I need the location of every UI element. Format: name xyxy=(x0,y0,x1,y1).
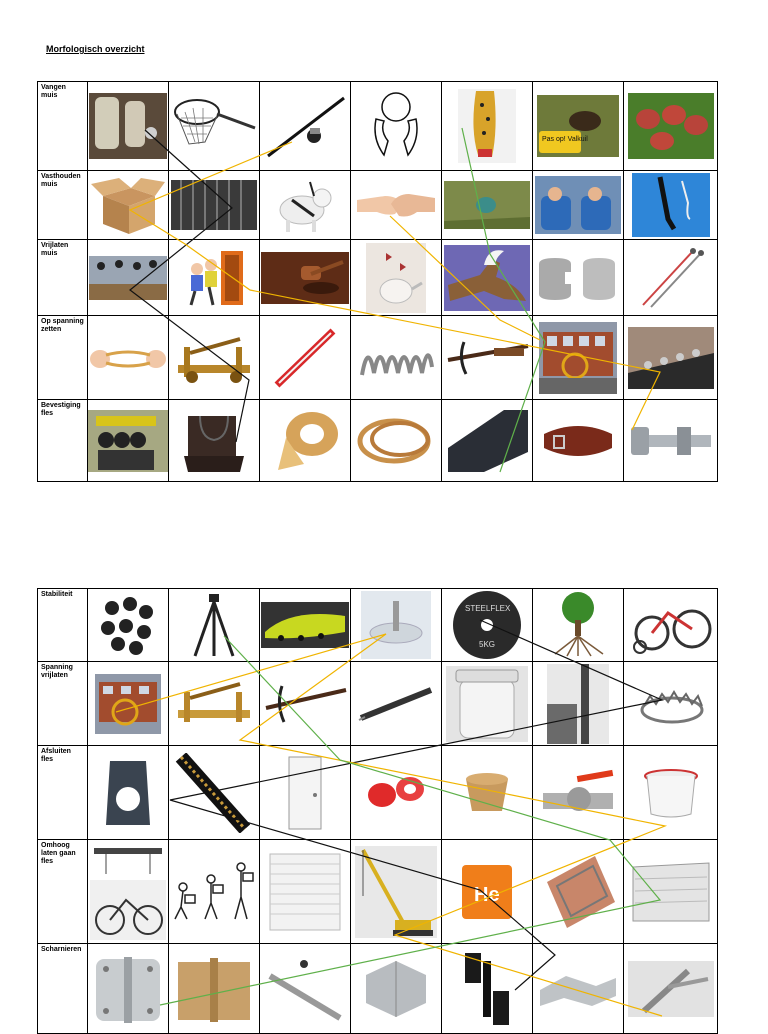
morphological-table-2 xyxy=(37,588,718,1034)
row-label: Scharnieren xyxy=(38,944,88,1034)
row-label: Vangen muis xyxy=(38,82,88,171)
double-sided-tape-icon xyxy=(260,400,351,482)
tree-roots-icon xyxy=(533,589,624,662)
white-door-icon xyxy=(260,746,351,840)
rubber-feet-icon xyxy=(88,589,169,662)
garage-door-icon xyxy=(624,840,718,944)
hinge-pin-icon xyxy=(260,944,351,1034)
svg-text:5KG: 5KG xyxy=(479,640,496,649)
crane-icon xyxy=(351,840,442,944)
svg-text:Pas op! Valkuil: Pas op! Valkuil xyxy=(542,136,588,143)
crossbow-icon xyxy=(260,662,351,746)
table-row xyxy=(38,589,718,662)
table-row xyxy=(38,400,718,482)
table-row xyxy=(38,840,718,944)
guitar-tuning-pegs-photo xyxy=(624,316,718,400)
rubber-band-stretched-photo xyxy=(88,316,169,400)
bottle-holder-photo xyxy=(169,400,260,482)
cabinet-hinge-icon xyxy=(533,944,624,1034)
svg-text:He: He xyxy=(474,883,500,906)
row-label: Omhoog laten gaan fles xyxy=(38,840,88,944)
row-label: Stabiliteit xyxy=(38,589,88,662)
window-blind-icon xyxy=(260,840,351,944)
row-label: Vasthouden muis xyxy=(38,171,88,240)
fishing-net-icon xyxy=(169,82,260,171)
venus-flytrap-photo xyxy=(624,82,718,171)
metal-cage-photo xyxy=(169,171,260,240)
retractable-pen-icon xyxy=(260,316,351,400)
leather-belt-icon xyxy=(533,400,624,482)
building-tension-photo xyxy=(533,316,624,400)
bmx-start-gate-photo xyxy=(88,240,169,316)
table-row xyxy=(38,316,718,400)
bear-trap-icon xyxy=(624,662,718,746)
table-row xyxy=(38,662,718,746)
pit-fall-trap-photo xyxy=(533,82,624,171)
elastic-cord-photo xyxy=(624,240,718,316)
brass-hinge-icon xyxy=(169,944,260,1034)
fairground-ride-photo xyxy=(533,171,624,240)
plastic-bottle-trap-photo xyxy=(88,82,169,171)
people-lifting-boxes-drawing xyxy=(169,840,260,944)
svg-text:STEELFLEX: STEELFLEX xyxy=(465,604,511,613)
handshake-photo xyxy=(351,171,442,240)
catapult-model-photo xyxy=(169,662,260,746)
sticky-fly-paper-photo xyxy=(442,82,533,171)
row-label: Bevestiging fles xyxy=(38,400,88,482)
pipe-coupling-icon xyxy=(533,240,624,316)
teapot-animation-photo xyxy=(351,240,442,316)
door-hinge-icon xyxy=(88,944,169,1034)
bike-ceiling-hoist-photo xyxy=(88,840,169,944)
coil-spring-icon xyxy=(351,316,442,400)
table-row xyxy=(38,944,718,1034)
bottle-cap-bracket-photo xyxy=(88,746,169,840)
velcro-strip-photo xyxy=(442,400,533,482)
table-row xyxy=(38,746,718,840)
dog-harness-photo xyxy=(260,171,351,240)
mouse-trap-icon xyxy=(533,840,624,944)
hand-releasing-bird-drawing xyxy=(442,240,533,316)
table-row xyxy=(38,171,718,240)
glass-jar-clip-photo xyxy=(442,662,533,746)
row-label: Vrijlaten muis xyxy=(38,240,88,316)
building-tension-photo xyxy=(88,662,169,746)
row-label: Afsluiten fles xyxy=(38,746,88,840)
catapult-model-photo xyxy=(169,316,260,400)
bolt-and-nut-icon xyxy=(624,400,718,482)
page-title: Morfologisch overzicht xyxy=(46,44,145,54)
bungee-harness-photo xyxy=(624,171,718,240)
tripod-icon xyxy=(169,589,260,662)
suction-cup-icon xyxy=(351,589,442,662)
table-row xyxy=(38,240,718,316)
table-row xyxy=(38,82,718,171)
crossbow-icon xyxy=(442,316,533,400)
lid-stay-hinge-icon xyxy=(624,944,718,1034)
cardboard-box-icon xyxy=(88,171,169,240)
glass-door-hinge-icon xyxy=(351,944,442,1034)
weight-plate-icon xyxy=(442,589,533,662)
row-label: Op spanning zetten xyxy=(38,316,88,400)
black-hinge-icon xyxy=(442,944,533,1034)
morphological-table-1 xyxy=(37,81,718,482)
fishing-rod-icon xyxy=(260,82,351,171)
ball-valve-icon xyxy=(533,746,624,840)
hands-holding-ball-drawing xyxy=(351,82,442,171)
door-closer-photo xyxy=(533,662,624,746)
open-door-cartoon xyxy=(169,240,260,316)
bottle-rack-photo xyxy=(88,400,169,482)
bird-in-grass-photo xyxy=(442,171,533,240)
zipper-icon xyxy=(169,746,260,840)
pen-icon xyxy=(351,662,442,746)
bike-training-wheels-icon xyxy=(624,589,718,662)
football-boot-studs-photo xyxy=(260,589,351,662)
gavel-photo xyxy=(260,240,351,316)
glass-jar-icon xyxy=(624,746,718,840)
red-caps-icon xyxy=(351,746,442,840)
cork-stopper-icon xyxy=(442,746,533,840)
helium-element-icon xyxy=(442,840,533,944)
rubber-bands-icon xyxy=(351,400,442,482)
row-label: Spanning vrijlaten xyxy=(38,662,88,746)
